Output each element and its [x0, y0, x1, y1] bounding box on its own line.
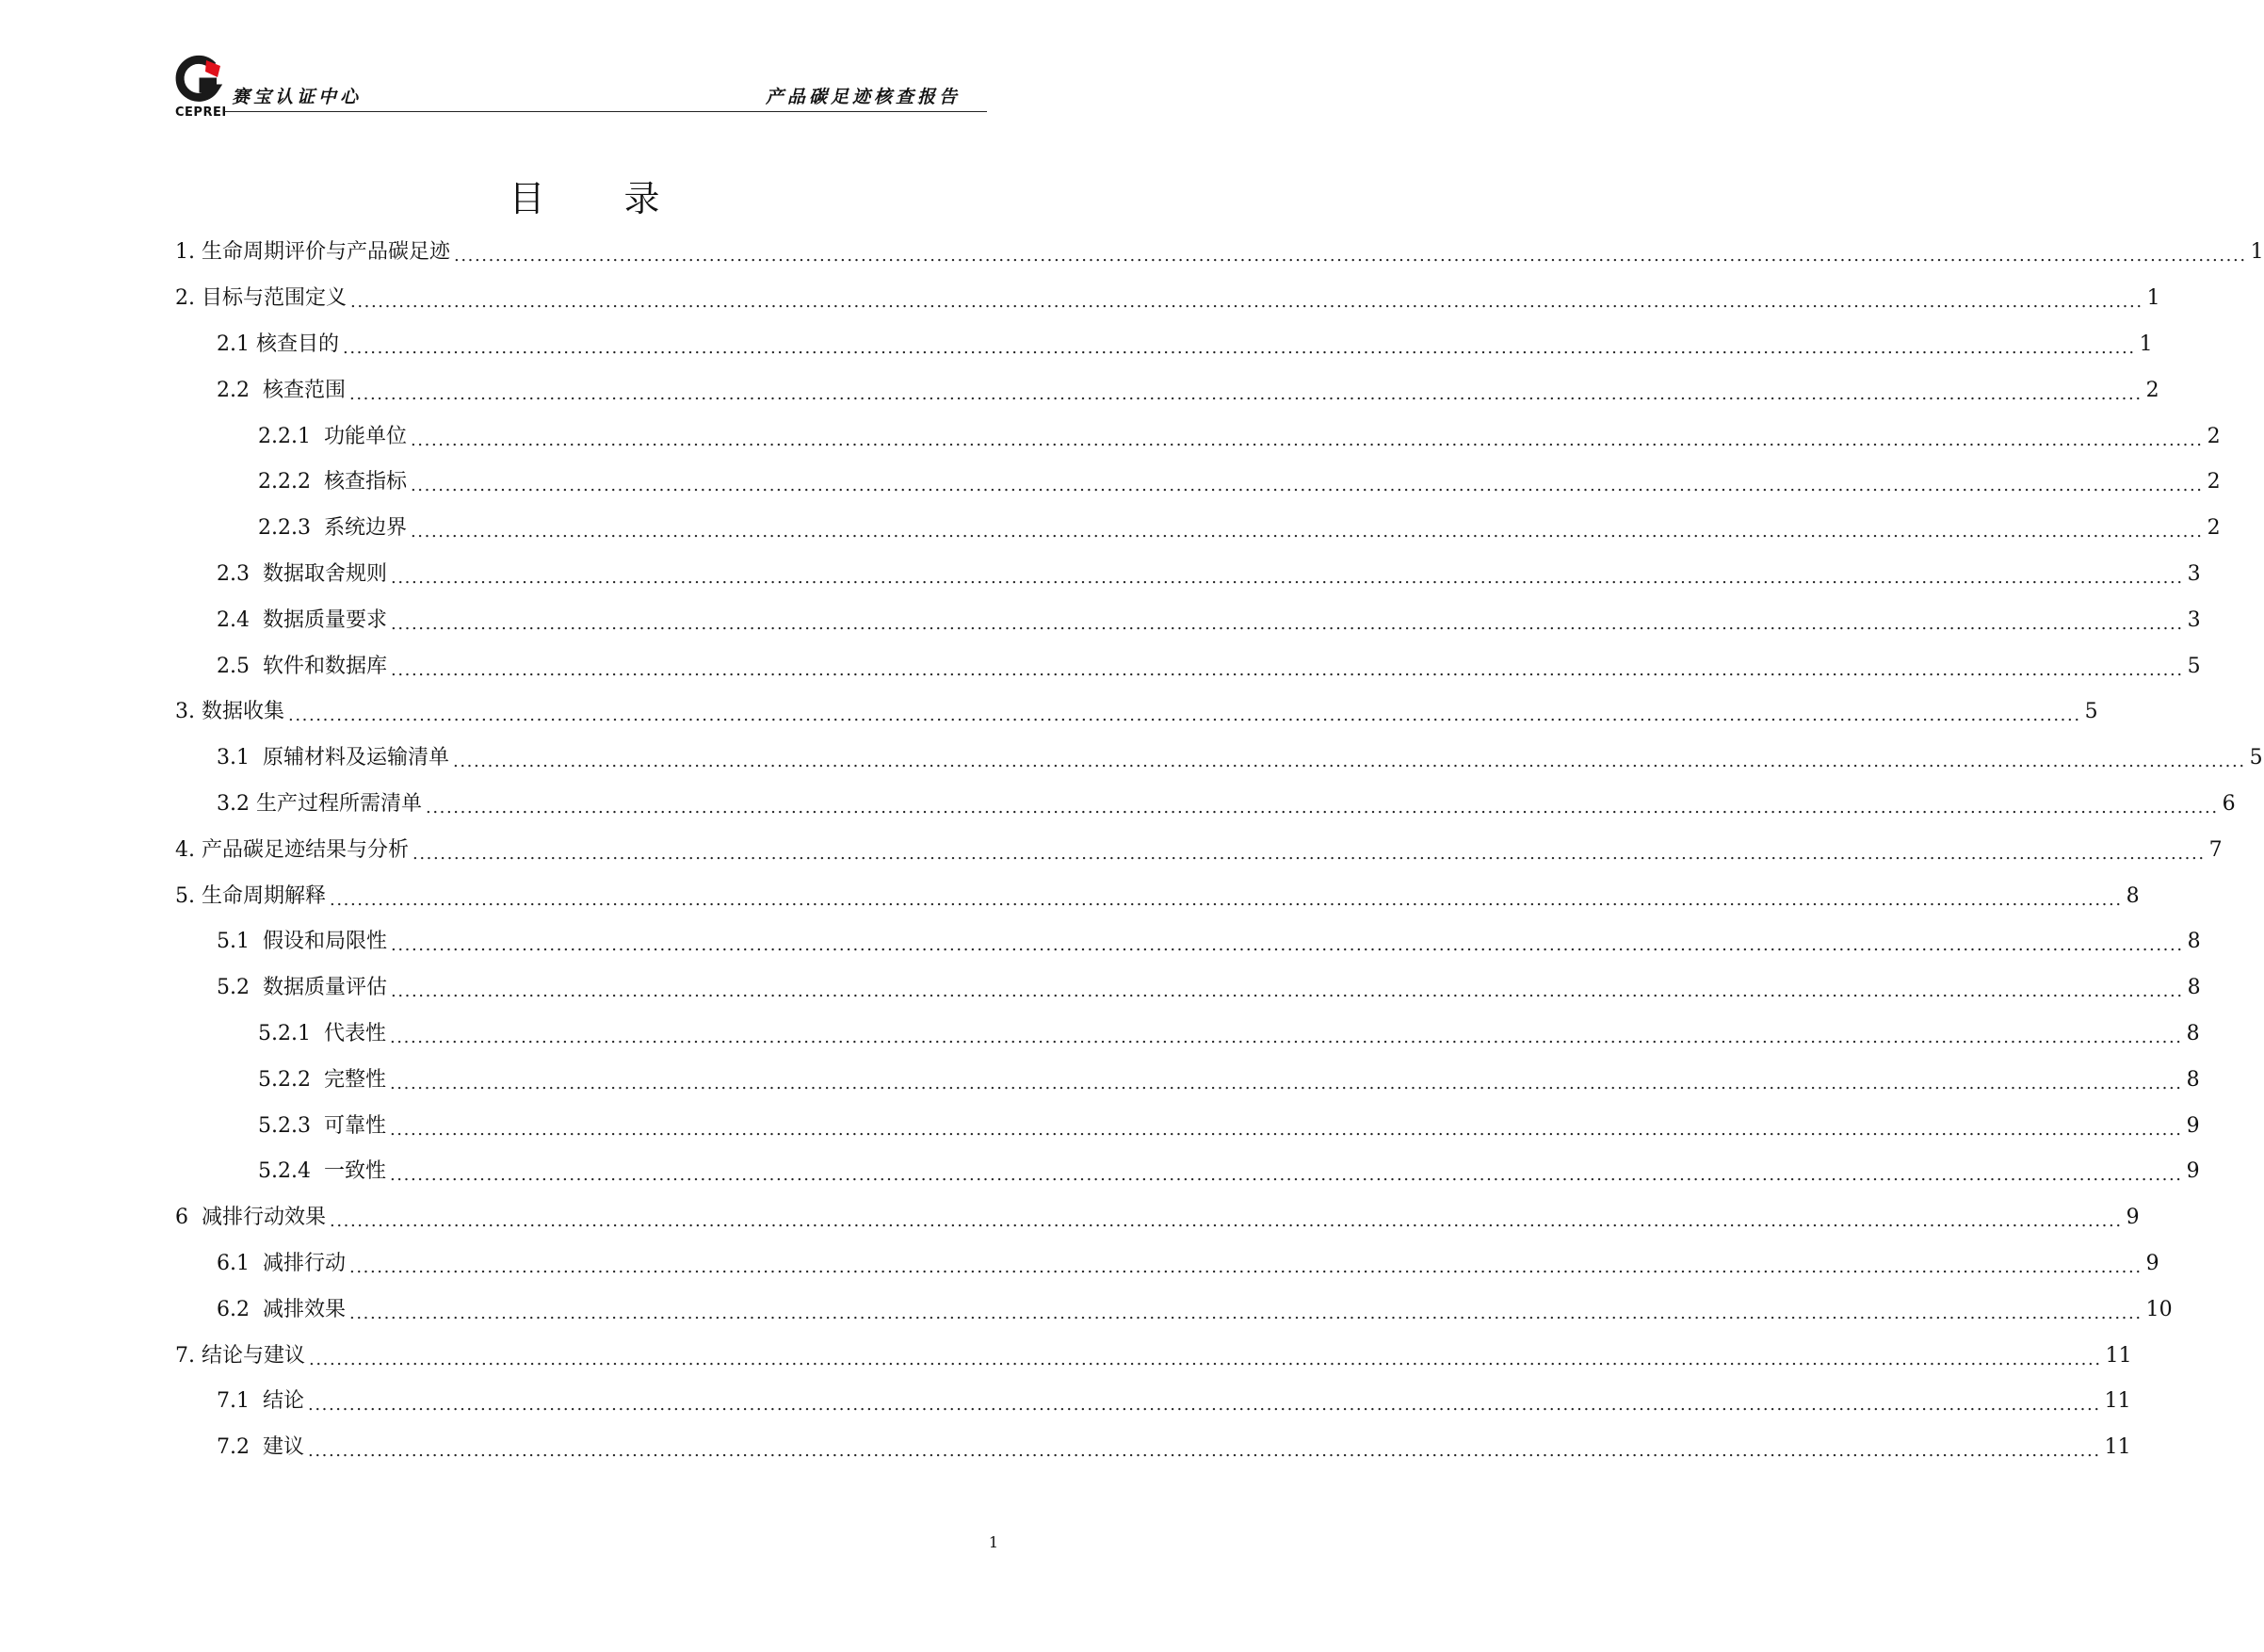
toc-entry-number: 5.1: [217, 930, 263, 954]
toc-entry-number: 2.2.2: [258, 470, 324, 494]
toc-entry-title: 减排行动效果: [201, 1206, 326, 1230]
toc-entry-page: 8: [2186, 1067, 2200, 1092]
toc-entry-page: 7: [2208, 837, 2223, 862]
toc-entry[interactable]: [175, 460, 2221, 506]
toc-dot-leader: ....................................................................................................................................................................................................................................................................: [389, 1165, 2183, 1186]
toc-entry-number: 2.4: [217, 607, 263, 632]
toc-entry[interactable]: [175, 367, 2159, 413]
toc-dot-leader: ....................................................................................................................................................................................................................................................................: [410, 522, 2204, 543]
ceprei-logo-mark: [175, 57, 228, 105]
page-header: [175, 53, 987, 119]
toc-entry-page: 9: [2186, 1113, 2200, 1138]
page-number: 1: [988, 1533, 998, 1551]
toc-entry-number: 6: [175, 1206, 202, 1230]
toc-entry[interactable]: [175, 1012, 2200, 1058]
toc-entry[interactable]: [175, 1379, 2131, 1425]
toc-entry-page: 8: [2126, 883, 2140, 908]
toc-dot-leader: ....................................................................................................................................................................................................................................................................: [349, 1256, 2143, 1277]
toc-entry-title: 数据取舍规则: [262, 561, 387, 586]
toc-entry-title: 数据质量评估: [262, 976, 387, 1000]
toc-entry-page: 9: [2145, 1251, 2159, 1275]
toc-entry[interactable]: [175, 1103, 2200, 1149]
logo-text: CEPREI: [175, 105, 227, 120]
toc-entry-title: 数据收集: [201, 700, 284, 724]
toc-entry-page: 8: [2187, 930, 2201, 954]
toc-entry[interactable]: [175, 827, 2223, 873]
toc-entry-title: 生产过程所需清单: [255, 791, 422, 816]
toc-entry-title: 建议: [262, 1435, 304, 1460]
toc-entry-number: 2.3: [217, 561, 263, 586]
toc-entry-page: 3: [2187, 561, 2201, 586]
toc-entry-title: 假设和局限性: [262, 930, 387, 954]
toc-entry[interactable]: [175, 965, 2201, 1012]
toc-dot-leader: ....................................................................................................................................................................................................................................................................: [410, 476, 2204, 496]
toc-dot-leader: ....................................................................................................................................................................................................................................................................: [391, 659, 2184, 680]
toc-entry-number: 4.: [175, 837, 202, 862]
toc-dot-leader: ....................................................................................................................................................................................................................................................................: [391, 613, 2184, 634]
organization-name: 赛宝认证中心: [232, 87, 363, 107]
toc-entry-page: 3: [2187, 607, 2201, 632]
toc-entry-title: 完整性: [323, 1067, 386, 1092]
toc-entry-page: 5: [2187, 654, 2201, 678]
toc-entry-title: 结论: [262, 1389, 304, 1414]
toc-dot-leader: ....................................................................................................................................................................................................................................................................: [391, 981, 2184, 1002]
toc-entry-number: 6.2: [217, 1297, 263, 1321]
toc-entry-number: 5.2.2: [258, 1067, 324, 1092]
toc-entry[interactable]: [175, 873, 2140, 919]
toc-entry-page: 8: [2186, 1021, 2200, 1045]
toc-entry-number: 5.: [175, 883, 202, 908]
toc-dot-leader: ....................................................................................................................................................................................................................................................................: [389, 1027, 2183, 1047]
toc-entry-number: 2.2: [217, 378, 263, 402]
toc-entry[interactable]: [175, 1241, 2159, 1288]
toc-dot-leader: ....................................................................................................................................................................................................................................................................: [308, 1395, 2101, 1416]
toc-title: 目 录: [509, 178, 694, 219]
toc-entry-title: 核查范围: [262, 378, 346, 402]
toc-dot-leader: ....................................................................................................................................................................................................................................................................: [308, 1441, 2101, 1462]
toc-entry-title: 一致性: [323, 1159, 386, 1184]
toc-entry[interactable]: [175, 782, 2236, 828]
table-of-contents: [175, 230, 2264, 1471]
toc-entry-title: 核查指标: [323, 470, 407, 494]
toc-entry[interactable]: [175, 736, 2263, 782]
toc-dot-leader: ....................................................................................................................................................................................................................................................................: [349, 383, 2143, 404]
toc-entry-number: 5.2: [217, 976, 263, 1000]
toc-dot-leader: ....................................................................................................................................................................................................................................................................: [350, 292, 2143, 313]
toc-entry-title: 核查目的: [255, 332, 339, 356]
toc-dot-leader: ....................................................................................................................................................................................................................................................................: [453, 752, 2246, 772]
toc-dot-leader: ....................................................................................................................................................................................................................................................................: [454, 246, 2247, 267]
toc-dot-leader: ....................................................................................................................................................................................................................................................................: [389, 1073, 2183, 1093]
toc-dot-leader: ....................................................................................................................................................................................................................................................................: [309, 1349, 2102, 1369]
toc-entry-page: 5: [2084, 700, 2098, 724]
toc-dot-leader: ....................................................................................................................................................................................................................................................................: [389, 1119, 2183, 1140]
toc-entry-page: 6: [2222, 791, 2236, 816]
toc-entry-title: 数据质量要求: [262, 607, 387, 632]
toc-entry[interactable]: [175, 506, 2221, 552]
toc-entry-number: 2.: [175, 286, 202, 311]
toc-entry-number: 3.1: [217, 746, 263, 770]
toc-entry-number: 1.: [175, 240, 202, 265]
toc-entry-title: 功能单位: [323, 424, 407, 448]
toc-entry-page: 1: [2146, 286, 2160, 311]
toc-entry[interactable]: [175, 1287, 2173, 1333]
toc-entry-title: 可靠性: [323, 1113, 386, 1138]
toc-entry[interactable]: [175, 552, 2201, 598]
toc-dot-leader: ....................................................................................................................................................................................................................................................................: [412, 843, 2206, 864]
toc-entry-number: 2.5: [217, 654, 263, 678]
toc-entry-title: 原辅材料及运输清单: [262, 746, 449, 770]
toc-dot-leader: ....................................................................................................................................................................................................................................................................: [426, 797, 2219, 818]
toc-dot-leader: ....................................................................................................................................................................................................................................................................: [288, 705, 2081, 726]
toc-entry-number: 2.1: [217, 332, 256, 356]
ceprei-logo: [175, 57, 228, 120]
toc-entry-page: 5: [2249, 746, 2263, 770]
toc-entry-number: 5.2.1: [258, 1021, 324, 1045]
toc-entry-page: 2: [2207, 424, 2221, 448]
toc-entry[interactable]: [175, 1057, 2200, 1103]
toc-entry-title: 软件和数据库: [262, 654, 387, 678]
toc-entry-title: 结论与建议: [201, 1343, 305, 1368]
toc-entry-page: 1: [2250, 240, 2264, 265]
toc-entry[interactable]: [175, 1149, 2200, 1195]
toc-entry-page: 11: [2104, 1435, 2131, 1460]
toc-entry[interactable]: [175, 919, 2201, 965]
toc-entry-title: 生命周期评价与产品碳足迹: [201, 240, 450, 265]
toc-entry-page: 1: [2139, 332, 2153, 356]
toc-entry[interactable]: [175, 1195, 2140, 1241]
toc-dot-leader: ....................................................................................................................................................................................................................................................................: [391, 567, 2184, 588]
toc-entry-title: 目标与范围定义: [201, 286, 347, 311]
toc-entry-page: 8: [2187, 976, 2201, 1000]
toc-entry-page: 2: [2145, 378, 2159, 402]
toc-entry-title: 生命周期解释: [201, 883, 326, 908]
toc-dot-leader: ....................................................................................................................................................................................................................................................................: [330, 889, 2123, 910]
toc-entry[interactable]: [175, 597, 2201, 643]
toc-entry-number: 7.1: [217, 1389, 263, 1414]
toc-entry-page: 11: [2105, 1343, 2132, 1368]
toc-entry-number: 7.: [175, 1343, 202, 1368]
toc-entry-page: 9: [2186, 1159, 2200, 1184]
header-divider: [224, 111, 987, 112]
toc-entry[interactable]: [175, 1425, 2131, 1471]
toc-entry-number: 3.: [175, 700, 202, 724]
toc-entry[interactable]: [175, 322, 2153, 368]
toc-entry-title: 产品碳足迹结果与分析: [201, 837, 409, 862]
toc-entry-page: 11: [2104, 1389, 2131, 1414]
toc-dot-leader: ....................................................................................................................................................................................................................................................................: [391, 935, 2184, 956]
toc-entry-number: 5.2.4: [258, 1159, 324, 1184]
toc-entry[interactable]: [175, 413, 2221, 460]
toc-entry-page: 2: [2207, 470, 2221, 494]
toc-dot-leader: ....................................................................................................................................................................................................................................................................: [330, 1211, 2123, 1232]
toc-entry-page: 9: [2126, 1206, 2140, 1230]
toc-entry[interactable]: [175, 689, 2098, 736]
toc-entry[interactable]: [175, 1333, 2132, 1379]
toc-entry-page: 2: [2207, 516, 2221, 541]
toc-dot-leader: ....................................................................................................................................................................................................................................................................: [343, 337, 2136, 358]
toc-entry-number: 7.2: [217, 1435, 263, 1460]
toc-entry-number: 2.2.3: [258, 516, 324, 541]
toc-entry-title: 代表性: [323, 1021, 386, 1045]
toc-entry-title: 系统边界: [323, 516, 407, 541]
toc-entry-number: 3.2: [217, 791, 256, 816]
toc-entry[interactable]: [175, 643, 2201, 689]
toc-entry[interactable]: [175, 276, 2160, 322]
toc-entry-number: 5.2.3: [258, 1113, 324, 1138]
toc-entry-number: 2.2.1: [258, 424, 324, 448]
toc-entry-title: 减排行动: [262, 1251, 346, 1275]
toc-dot-leader: ....................................................................................................................................................................................................................................................................: [349, 1303, 2143, 1323]
report-name: 产品碳足迹核查报告: [765, 87, 961, 107]
toc-entry-title: 减排效果: [262, 1297, 346, 1321]
toc-entry-number: 6.1: [217, 1251, 263, 1275]
toc-dot-leader: ....................................................................................................................................................................................................................................................................: [410, 429, 2204, 450]
toc-entry[interactable]: [175, 230, 2264, 276]
toc-entry-page: 10: [2145, 1297, 2173, 1321]
